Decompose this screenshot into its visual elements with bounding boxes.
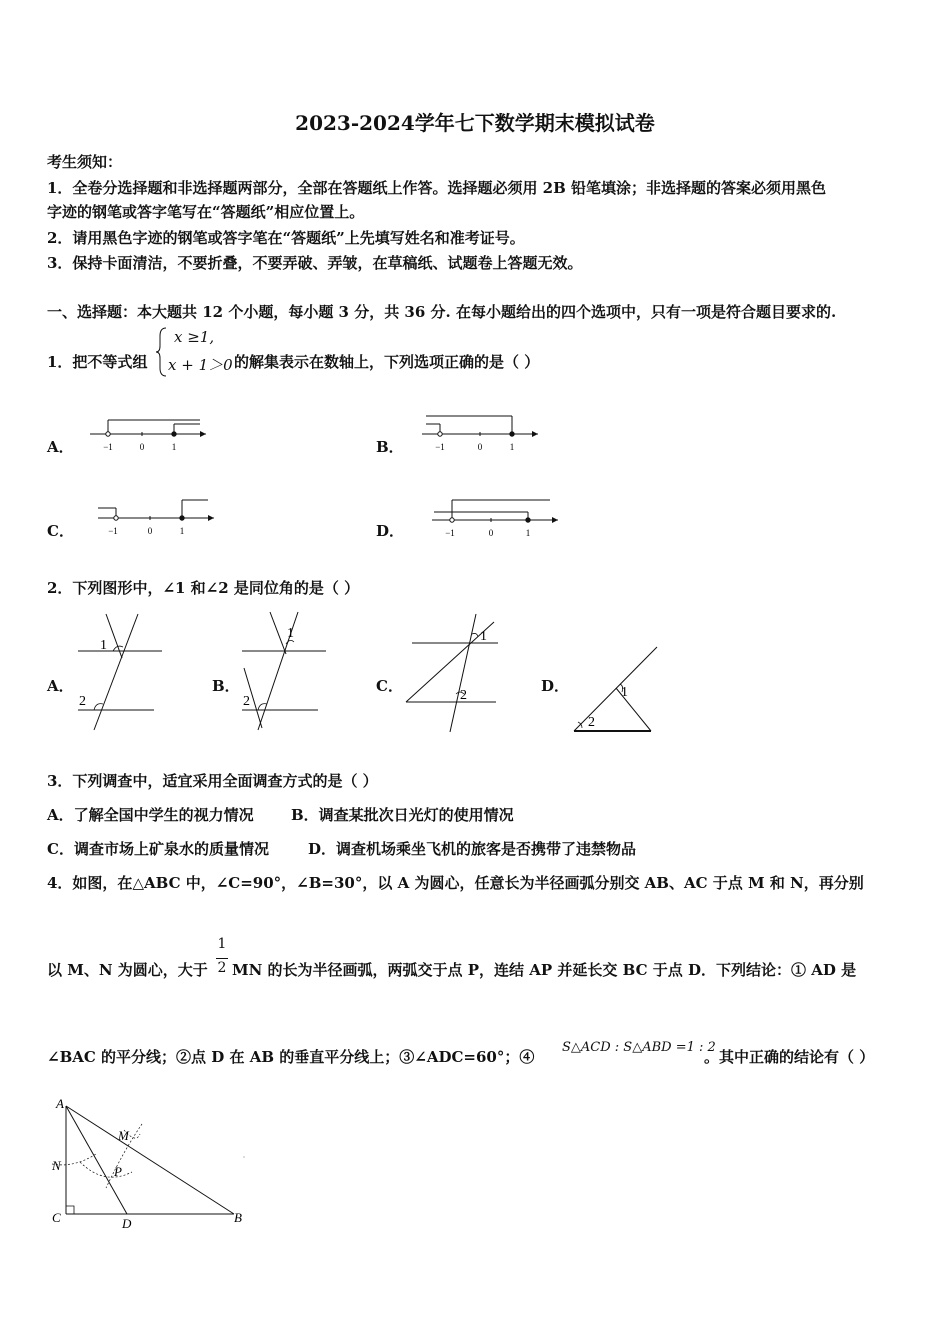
tick-0: 0	[139, 442, 145, 452]
notice-item-1: 1．全卷分选择题和非选择题两部分，全部在答题纸上作答。选择题必须用 2B 铅笔填涂；非选择题的答案必须用黑色	[47, 179, 827, 197]
q4-line-3a: ∠BAC 的平分线；②点 D 在 AB 的垂直平分线上；③∠ADC=60°；④	[47, 1048, 535, 1066]
q2-option-b-label: B．	[212, 677, 240, 695]
fraction-denominator: 2	[217, 960, 227, 976]
tick-0: 0	[477, 442, 483, 452]
q4-line-1: 4．如图，在△ABC 中，∠C=90°，∠B=30°，以 A 为圆心，任意长为半径画弧分别交 AB、AC 于点 M 和 N，再分别	[47, 874, 864, 892]
angle-1-label: 1	[621, 685, 628, 700]
notice-item-1-cont: 字迹的钢笔或答字笔写在“答题纸”相应位置上。	[47, 203, 365, 221]
point-n-label: N	[52, 1158, 61, 1173]
fraction-bar	[216, 958, 228, 959]
q1-prefix: 1．把不等式组	[47, 353, 148, 371]
q4-line-2a: 以 M、N 为圆心，大于	[47, 961, 208, 979]
tick-1: 1	[509, 442, 515, 452]
q1-number-line-b	[420, 410, 545, 458]
tick-1: 1	[171, 442, 177, 452]
tick-neg1: −1	[435, 442, 445, 452]
fraction-numerator: 1	[217, 936, 227, 952]
q2-option-d-label: D．	[541, 677, 570, 695]
section-heading: 一、选择题：本大题共 12 个小题，每小题 3 分，共 36 分. 在每小题给出的四个选项中，只有一项是符合题目要求的.	[47, 303, 837, 321]
q3-option-c: C．调查市场上矿泉水的质量情况	[47, 840, 269, 858]
q3-option-d: D．调查机场乘坐飞机的旅客是否携带了违禁物品	[308, 840, 637, 858]
angle-2-label: 2	[243, 694, 250, 709]
q1-inequality-2: x + 1＞0	[168, 356, 233, 374]
point-d-label: D	[122, 1216, 132, 1231]
q1-number-line-a	[88, 410, 213, 458]
q3-option-b: B．调查某批次日光灯的使用情况	[291, 806, 514, 824]
brace	[156, 326, 168, 378]
point-b-label: B	[234, 1210, 242, 1225]
q3-option-a: A．了解全国中学生的视力情况	[47, 806, 254, 824]
point-a-label: A	[56, 1096, 64, 1111]
q1-inequality-1: x ≥1,	[174, 328, 215, 346]
angle-2-label: 2	[460, 688, 467, 703]
point-m-label: M	[118, 1128, 129, 1143]
tick-0: 0	[147, 526, 153, 536]
q1-number-line-d	[430, 494, 570, 542]
q2-figure-a	[70, 608, 170, 732]
q4-triangle-figure	[44, 1094, 254, 1232]
point-p-label: P	[114, 1164, 122, 1179]
q2-option-a-label: A．	[47, 677, 74, 695]
angle-2-label: 2	[588, 715, 595, 730]
tick-neg1: −1	[445, 528, 455, 538]
q2-figure-b	[234, 608, 334, 732]
q4-area-ratio: S△ACD : S△ABD =1 : 2	[562, 1040, 716, 1055]
angle-2-label: 2	[79, 694, 86, 709]
tick-1: 1	[525, 528, 531, 538]
q2-figure-c	[400, 608, 510, 732]
point-c-label: C	[52, 1210, 61, 1225]
tick-neg1: −1	[108, 526, 118, 536]
q2-stem: 2．下列图形中，∠1 和∠2 是同位角的是（ ）	[47, 579, 360, 597]
q1-number-line-c	[96, 494, 221, 542]
q1-option-a-label: A．	[47, 438, 74, 456]
q4-line-3b: 。其中正确的结论有（ ）	[704, 1048, 875, 1066]
q3-stem: 3．下列调查中，适宜采用全面调查方式的是（ ）	[47, 772, 378, 790]
tick-0: 0	[488, 528, 494, 538]
tick-1: 1	[179, 526, 185, 536]
notice-heading: 考生须知：	[47, 153, 123, 171]
q1-option-b-label: B．	[376, 438, 404, 456]
page-title: 2023-2024学年七下数学期末模拟试卷	[295, 111, 655, 135]
tick-neg1: −1	[103, 442, 113, 452]
q4-line-2b: MN 的长为半径画弧，两弧交于点 P，连结 AP 并延长交 BC 于点 D．下列结论：① AD 是	[232, 961, 857, 979]
q1-option-d-label: D．	[376, 522, 405, 540]
notice-item-2: 2．请用黑色字迹的钢笔或答字笔在“答题纸”上先填写姓名和准考证号。	[47, 229, 525, 247]
notice-item-3: 3．保持卡面清洁，不要折叠，不要弄破、弄皱，在草稿纸、试题卷上答题无效。	[47, 254, 583, 272]
q2-option-c-label: C．	[376, 677, 403, 695]
q2-figure-d	[566, 640, 666, 736]
angle-1-label: 1	[100, 638, 107, 653]
q1-suffix: 的解集表示在数轴上，下列选项正确的是（ ）	[234, 353, 540, 371]
q1-option-c-label: C．	[47, 522, 74, 540]
angle-1-label: 1	[287, 626, 294, 641]
angle-1-label: 1	[480, 629, 487, 644]
